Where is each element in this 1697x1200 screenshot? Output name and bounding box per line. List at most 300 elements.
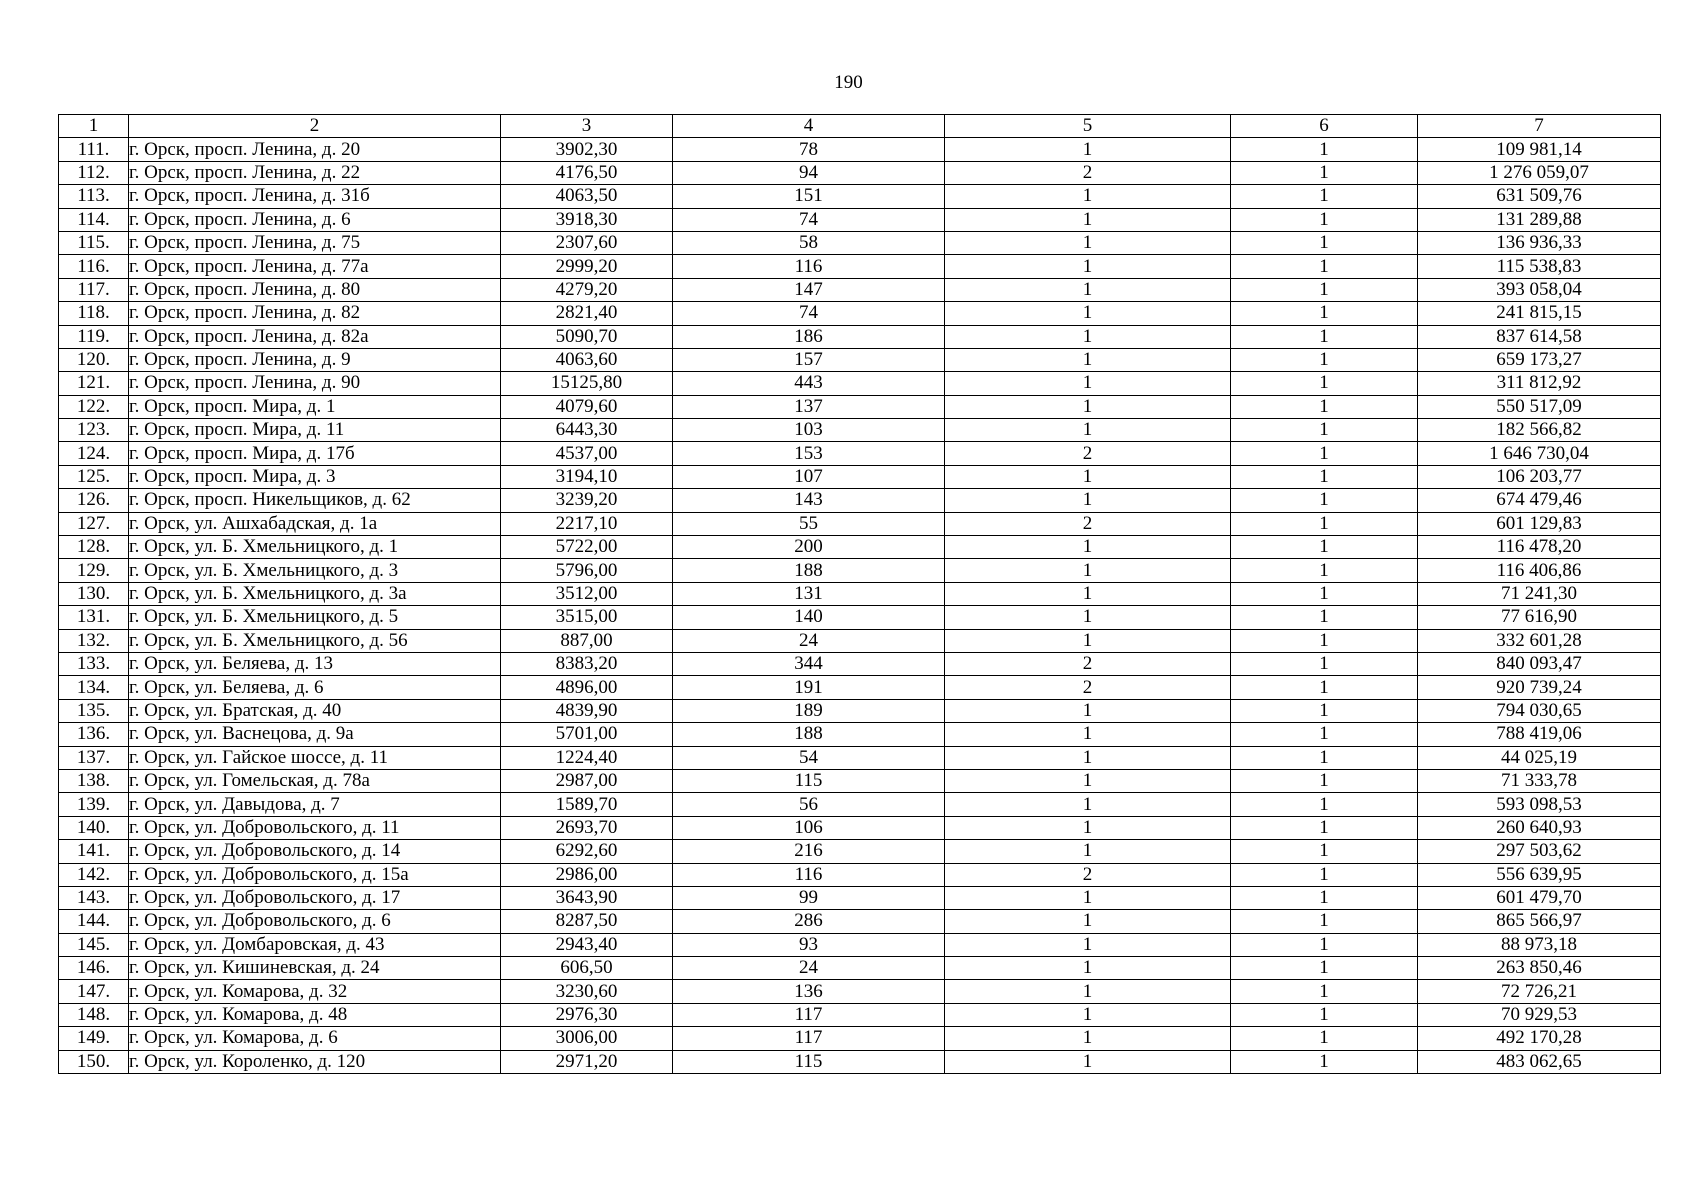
area-cell: 3006,00 bbox=[501, 1027, 673, 1050]
address-cell: г. Орск, просп. Ленина, д. 22 bbox=[129, 161, 501, 184]
row-number-cell: 121. bbox=[59, 372, 129, 395]
column-number-cell: 7 bbox=[1418, 115, 1661, 138]
area-cell: 2986,00 bbox=[501, 863, 673, 886]
value-5-cell: 1 bbox=[945, 325, 1231, 348]
amount-cell: 631 509,76 bbox=[1418, 185, 1661, 208]
address-cell: г. Орск, ул. Гайское шоссе, д. 11 bbox=[129, 746, 501, 769]
table-row bbox=[59, 255, 1661, 278]
row-number-cell: 117. bbox=[59, 278, 129, 301]
area-cell: 4176,50 bbox=[501, 161, 673, 184]
row-number-cell: 130. bbox=[59, 582, 129, 605]
area-cell: 5701,00 bbox=[501, 723, 673, 746]
amount-cell: 260 640,93 bbox=[1418, 816, 1661, 839]
address-cell: г. Орск, ул. Кишиневская, д. 24 bbox=[129, 957, 501, 980]
value-5-cell: 1 bbox=[945, 606, 1231, 629]
count-cell: 24 bbox=[673, 629, 945, 652]
count-cell: 106 bbox=[673, 816, 945, 839]
table-row bbox=[59, 559, 1661, 582]
table-row bbox=[59, 1027, 1661, 1050]
amount-cell: 116 478,20 bbox=[1418, 536, 1661, 559]
amount-cell: 44 025,19 bbox=[1418, 746, 1661, 769]
table-row bbox=[59, 325, 1661, 348]
amount-cell: 77 616,90 bbox=[1418, 606, 1661, 629]
count-cell: 344 bbox=[673, 652, 945, 675]
table-row bbox=[59, 419, 1661, 442]
address-cell: г. Орск, ул. Комарова, д. 48 bbox=[129, 1003, 501, 1026]
value-6-cell: 1 bbox=[1231, 419, 1418, 442]
value-6-cell: 1 bbox=[1231, 138, 1418, 161]
value-5-cell: 1 bbox=[945, 933, 1231, 956]
address-cell: г. Орск, ул. Комарова, д. 6 bbox=[129, 1027, 501, 1050]
value-5-cell: 1 bbox=[945, 302, 1231, 325]
amount-cell: 920 739,24 bbox=[1418, 676, 1661, 699]
address-cell: г. Орск, просп. Мира, д. 3 bbox=[129, 465, 501, 488]
amount-cell: 393 058,04 bbox=[1418, 278, 1661, 301]
table-row bbox=[59, 231, 1661, 254]
value-5-cell: 1 bbox=[945, 723, 1231, 746]
area-cell: 2217,10 bbox=[501, 512, 673, 535]
address-cell: г. Орск, ул. Домбаровская, д. 43 bbox=[129, 933, 501, 956]
value-6-cell: 1 bbox=[1231, 606, 1418, 629]
count-cell: 443 bbox=[673, 372, 945, 395]
value-5-cell: 1 bbox=[945, 980, 1231, 1003]
value-5-cell: 1 bbox=[945, 231, 1231, 254]
row-number-cell: 138. bbox=[59, 769, 129, 792]
row-number-cell: 136. bbox=[59, 723, 129, 746]
address-cell: г. Орск, просп. Мира, д. 11 bbox=[129, 419, 501, 442]
value-5-cell: 2 bbox=[945, 512, 1231, 535]
count-cell: 58 bbox=[673, 231, 945, 254]
value-6-cell: 1 bbox=[1231, 793, 1418, 816]
area-cell: 6292,60 bbox=[501, 840, 673, 863]
value-5-cell: 1 bbox=[945, 699, 1231, 722]
amount-cell: 674 479,46 bbox=[1418, 489, 1661, 512]
amount-cell: 865 566,97 bbox=[1418, 910, 1661, 933]
amount-cell: 788 419,06 bbox=[1418, 723, 1661, 746]
table-row bbox=[59, 582, 1661, 605]
value-6-cell: 1 bbox=[1231, 723, 1418, 746]
area-cell: 4279,20 bbox=[501, 278, 673, 301]
row-number-cell: 122. bbox=[59, 395, 129, 418]
area-cell: 3643,90 bbox=[501, 886, 673, 909]
count-cell: 147 bbox=[673, 278, 945, 301]
row-number-cell: 134. bbox=[59, 676, 129, 699]
row-number-cell: 135. bbox=[59, 699, 129, 722]
value-6-cell: 1 bbox=[1231, 863, 1418, 886]
count-cell: 140 bbox=[673, 606, 945, 629]
table-row bbox=[59, 348, 1661, 371]
value-5-cell: 1 bbox=[945, 910, 1231, 933]
count-cell: 99 bbox=[673, 886, 945, 909]
count-cell: 117 bbox=[673, 1003, 945, 1026]
address-cell: г. Орск, ул. Васнецова, д. 9а bbox=[129, 723, 501, 746]
area-cell: 2987,00 bbox=[501, 769, 673, 792]
count-cell: 115 bbox=[673, 769, 945, 792]
value-6-cell: 1 bbox=[1231, 489, 1418, 512]
table-row bbox=[59, 863, 1661, 886]
table-row bbox=[59, 746, 1661, 769]
address-cell: г. Орск, просп. Ленина, д. 75 bbox=[129, 231, 501, 254]
count-cell: 200 bbox=[673, 536, 945, 559]
value-5-cell: 1 bbox=[945, 816, 1231, 839]
address-cell: г. Орск, ул. Б. Хмельницкого, д. 5 bbox=[129, 606, 501, 629]
value-5-cell: 1 bbox=[945, 1050, 1231, 1073]
value-5-cell: 1 bbox=[945, 886, 1231, 909]
column-number-row bbox=[59, 115, 1661, 138]
count-cell: 137 bbox=[673, 395, 945, 418]
amount-cell: 556 639,95 bbox=[1418, 863, 1661, 886]
column-number-cell: 4 bbox=[673, 115, 945, 138]
area-cell: 3512,00 bbox=[501, 582, 673, 605]
value-5-cell: 1 bbox=[945, 255, 1231, 278]
amount-cell: 182 566,82 bbox=[1418, 419, 1661, 442]
address-cell: г. Орск, просп. Мира, д. 1 bbox=[129, 395, 501, 418]
value-5-cell: 1 bbox=[945, 793, 1231, 816]
count-cell: 188 bbox=[673, 559, 945, 582]
amount-cell: 241 815,15 bbox=[1418, 302, 1661, 325]
count-cell: 116 bbox=[673, 255, 945, 278]
address-cell: г. Орск, ул. Комарова, д. 32 bbox=[129, 980, 501, 1003]
row-number-cell: 147. bbox=[59, 980, 129, 1003]
amount-cell: 71 333,78 bbox=[1418, 769, 1661, 792]
table-row bbox=[59, 816, 1661, 839]
address-cell: г. Орск, ул. Добровольского, д. 11 bbox=[129, 816, 501, 839]
area-cell: 5796,00 bbox=[501, 559, 673, 582]
value-5-cell: 1 bbox=[945, 465, 1231, 488]
row-number-cell: 112. bbox=[59, 161, 129, 184]
table-row bbox=[59, 840, 1661, 863]
area-cell: 3918,30 bbox=[501, 208, 673, 231]
table-row bbox=[59, 208, 1661, 231]
value-6-cell: 1 bbox=[1231, 559, 1418, 582]
area-cell: 4063,50 bbox=[501, 185, 673, 208]
amount-cell: 131 289,88 bbox=[1418, 208, 1661, 231]
table-row bbox=[59, 161, 1661, 184]
address-cell: г. Орск, просп. Ленина, д. 90 bbox=[129, 372, 501, 395]
value-6-cell: 1 bbox=[1231, 512, 1418, 535]
value-6-cell: 1 bbox=[1231, 302, 1418, 325]
count-cell: 186 bbox=[673, 325, 945, 348]
page-number: 190 bbox=[834, 72, 863, 93]
value-6-cell: 1 bbox=[1231, 816, 1418, 839]
area-cell: 1224,40 bbox=[501, 746, 673, 769]
value-5-cell: 2 bbox=[945, 161, 1231, 184]
value-6-cell: 1 bbox=[1231, 465, 1418, 488]
value-6-cell: 1 bbox=[1231, 348, 1418, 371]
area-cell: 15125,80 bbox=[501, 372, 673, 395]
row-number-cell: 133. bbox=[59, 652, 129, 675]
row-number-cell: 150. bbox=[59, 1050, 129, 1073]
area-cell: 4063,60 bbox=[501, 348, 673, 371]
value-6-cell: 1 bbox=[1231, 185, 1418, 208]
amount-cell: 837 614,58 bbox=[1418, 325, 1661, 348]
area-cell: 2307,60 bbox=[501, 231, 673, 254]
amount-cell: 88 973,18 bbox=[1418, 933, 1661, 956]
count-cell: 55 bbox=[673, 512, 945, 535]
column-number-cell: 2 bbox=[129, 115, 501, 138]
table-row bbox=[59, 957, 1661, 980]
area-cell: 5090,70 bbox=[501, 325, 673, 348]
address-cell: г. Орск, просп. Ленина, д. 82 bbox=[129, 302, 501, 325]
value-6-cell: 1 bbox=[1231, 652, 1418, 675]
area-cell: 3230,60 bbox=[501, 980, 673, 1003]
area-cell: 3902,30 bbox=[501, 138, 673, 161]
row-number-cell: 116. bbox=[59, 255, 129, 278]
area-cell: 2821,40 bbox=[501, 302, 673, 325]
row-number-cell: 114. bbox=[59, 208, 129, 231]
area-cell: 8383,20 bbox=[501, 652, 673, 675]
value-5-cell: 1 bbox=[945, 372, 1231, 395]
count-cell: 117 bbox=[673, 1027, 945, 1050]
amount-cell: 71 241,30 bbox=[1418, 582, 1661, 605]
row-number-cell: 123. bbox=[59, 419, 129, 442]
area-cell: 3194,10 bbox=[501, 465, 673, 488]
count-cell: 131 bbox=[673, 582, 945, 605]
area-cell: 2693,70 bbox=[501, 816, 673, 839]
table-row bbox=[59, 676, 1661, 699]
count-cell: 115 bbox=[673, 1050, 945, 1073]
area-cell: 4079,60 bbox=[501, 395, 673, 418]
table-row bbox=[59, 185, 1661, 208]
count-cell: 286 bbox=[673, 910, 945, 933]
column-number-cell: 3 bbox=[501, 115, 673, 138]
amount-cell: 601 479,70 bbox=[1418, 886, 1661, 909]
amount-cell: 332 601,28 bbox=[1418, 629, 1661, 652]
amount-cell: 136 936,33 bbox=[1418, 231, 1661, 254]
value-6-cell: 1 bbox=[1231, 325, 1418, 348]
row-number-cell: 140. bbox=[59, 816, 129, 839]
row-number-cell: 119. bbox=[59, 325, 129, 348]
area-cell: 4839,90 bbox=[501, 699, 673, 722]
value-6-cell: 1 bbox=[1231, 910, 1418, 933]
amount-cell: 263 850,46 bbox=[1418, 957, 1661, 980]
row-number-cell: 143. bbox=[59, 886, 129, 909]
amount-cell: 72 726,21 bbox=[1418, 980, 1661, 1003]
amount-cell: 1 646 730,04 bbox=[1418, 442, 1661, 465]
column-number-cell: 5 bbox=[945, 115, 1231, 138]
amount-cell: 483 062,65 bbox=[1418, 1050, 1661, 1073]
amount-cell: 70 929,53 bbox=[1418, 1003, 1661, 1026]
row-number-cell: 126. bbox=[59, 489, 129, 512]
count-cell: 189 bbox=[673, 699, 945, 722]
row-number-cell: 141. bbox=[59, 840, 129, 863]
area-cell: 2999,20 bbox=[501, 255, 673, 278]
value-5-cell: 1 bbox=[945, 1027, 1231, 1050]
area-cell: 2971,20 bbox=[501, 1050, 673, 1073]
value-5-cell: 1 bbox=[945, 208, 1231, 231]
count-cell: 78 bbox=[673, 138, 945, 161]
value-5-cell: 1 bbox=[945, 840, 1231, 863]
area-cell: 6443,30 bbox=[501, 419, 673, 442]
amount-cell: 1 276 059,07 bbox=[1418, 161, 1661, 184]
count-cell: 94 bbox=[673, 161, 945, 184]
value-5-cell: 2 bbox=[945, 676, 1231, 699]
count-cell: 107 bbox=[673, 465, 945, 488]
value-6-cell: 1 bbox=[1231, 278, 1418, 301]
table-row bbox=[59, 629, 1661, 652]
value-6-cell: 1 bbox=[1231, 536, 1418, 559]
address-cell: г. Орск, просп. Никельщиков, д. 62 bbox=[129, 489, 501, 512]
value-6-cell: 1 bbox=[1231, 676, 1418, 699]
amount-cell: 116 406,86 bbox=[1418, 559, 1661, 582]
row-number-cell: 148. bbox=[59, 1003, 129, 1026]
area-cell: 4896,00 bbox=[501, 676, 673, 699]
value-6-cell: 1 bbox=[1231, 629, 1418, 652]
amount-cell: 593 098,53 bbox=[1418, 793, 1661, 816]
count-cell: 151 bbox=[673, 185, 945, 208]
count-cell: 191 bbox=[673, 676, 945, 699]
value-5-cell: 1 bbox=[945, 489, 1231, 512]
area-cell: 887,00 bbox=[501, 629, 673, 652]
count-cell: 54 bbox=[673, 746, 945, 769]
value-5-cell: 1 bbox=[945, 629, 1231, 652]
count-cell: 74 bbox=[673, 208, 945, 231]
address-cell: г. Орск, просп. Мира, д. 17б bbox=[129, 442, 501, 465]
amount-cell: 109 981,14 bbox=[1418, 138, 1661, 161]
table-row bbox=[59, 652, 1661, 675]
table-row bbox=[59, 395, 1661, 418]
row-number-cell: 131. bbox=[59, 606, 129, 629]
row-number-cell: 149. bbox=[59, 1027, 129, 1050]
count-cell: 56 bbox=[673, 793, 945, 816]
table-row bbox=[59, 793, 1661, 816]
table-row bbox=[59, 372, 1661, 395]
row-number-cell: 127. bbox=[59, 512, 129, 535]
address-cell: г. Орск, просп. Ленина, д. 9 bbox=[129, 348, 501, 371]
count-cell: 153 bbox=[673, 442, 945, 465]
amount-cell: 601 129,83 bbox=[1418, 512, 1661, 535]
row-number-cell: 111. bbox=[59, 138, 129, 161]
table-row bbox=[59, 886, 1661, 909]
value-5-cell: 2 bbox=[945, 863, 1231, 886]
amount-cell: 311 812,92 bbox=[1418, 372, 1661, 395]
row-number-cell: 142. bbox=[59, 863, 129, 886]
value-5-cell: 1 bbox=[945, 138, 1231, 161]
amount-cell: 492 170,28 bbox=[1418, 1027, 1661, 1050]
address-cell: г. Орск, ул. Добровольского, д. 14 bbox=[129, 840, 501, 863]
area-cell: 1589,70 bbox=[501, 793, 673, 816]
area-cell: 3515,00 bbox=[501, 606, 673, 629]
value-5-cell: 1 bbox=[945, 278, 1231, 301]
table-row bbox=[59, 512, 1661, 535]
value-5-cell: 1 bbox=[945, 769, 1231, 792]
row-number-cell: 129. bbox=[59, 559, 129, 582]
count-cell: 103 bbox=[673, 419, 945, 442]
row-number-cell: 144. bbox=[59, 910, 129, 933]
table-row bbox=[59, 138, 1661, 161]
column-number-cell: 1 bbox=[59, 115, 129, 138]
address-cell: г. Орск, просп. Ленина, д. 20 bbox=[129, 138, 501, 161]
value-5-cell: 1 bbox=[945, 185, 1231, 208]
address-cell: г. Орск, просп. Ленина, д. 31б bbox=[129, 185, 501, 208]
count-cell: 93 bbox=[673, 933, 945, 956]
table-row bbox=[59, 278, 1661, 301]
value-6-cell: 1 bbox=[1231, 582, 1418, 605]
area-cell: 4537,00 bbox=[501, 442, 673, 465]
address-cell: г. Орск, ул. Б. Хмельницкого, д. 3 bbox=[129, 559, 501, 582]
address-cell: г. Орск, ул. Б. Хмельницкого, д. 1 bbox=[129, 536, 501, 559]
column-number-cell: 6 bbox=[1231, 115, 1418, 138]
address-cell: г. Орск, ул. Ашхабадская, д. 1а bbox=[129, 512, 501, 535]
address-cell: г. Орск, ул. Беляева, д. 13 bbox=[129, 652, 501, 675]
table-row bbox=[59, 489, 1661, 512]
amount-cell: 659 173,27 bbox=[1418, 348, 1661, 371]
value-6-cell: 1 bbox=[1231, 980, 1418, 1003]
value-6-cell: 1 bbox=[1231, 231, 1418, 254]
value-5-cell: 1 bbox=[945, 1003, 1231, 1026]
row-number-cell: 120. bbox=[59, 348, 129, 371]
value-6-cell: 1 bbox=[1231, 886, 1418, 909]
table-row bbox=[59, 933, 1661, 956]
value-6-cell: 1 bbox=[1231, 769, 1418, 792]
value-5-cell: 1 bbox=[945, 746, 1231, 769]
table-row bbox=[59, 769, 1661, 792]
address-cell: г. Орск, просп. Ленина, д. 80 bbox=[129, 278, 501, 301]
table-row bbox=[59, 465, 1661, 488]
address-cell: г. Орск, просп. Ленина, д. 77а bbox=[129, 255, 501, 278]
value-6-cell: 1 bbox=[1231, 1027, 1418, 1050]
count-cell: 157 bbox=[673, 348, 945, 371]
address-cell: г. Орск, ул. Братская, д. 40 bbox=[129, 699, 501, 722]
value-6-cell: 1 bbox=[1231, 933, 1418, 956]
table-row bbox=[59, 699, 1661, 722]
area-cell: 2943,40 bbox=[501, 933, 673, 956]
row-number-cell: 115. bbox=[59, 231, 129, 254]
row-number-cell: 113. bbox=[59, 185, 129, 208]
count-cell: 74 bbox=[673, 302, 945, 325]
count-cell: 136 bbox=[673, 980, 945, 1003]
row-number-cell: 125. bbox=[59, 465, 129, 488]
address-cell: г. Орск, ул. Гомельская, д. 78а bbox=[129, 769, 501, 792]
value-5-cell: 1 bbox=[945, 957, 1231, 980]
table-body bbox=[59, 115, 1661, 1074]
count-cell: 216 bbox=[673, 840, 945, 863]
row-number-cell: 137. bbox=[59, 746, 129, 769]
area-cell: 8287,50 bbox=[501, 910, 673, 933]
value-6-cell: 1 bbox=[1231, 442, 1418, 465]
value-5-cell: 1 bbox=[945, 559, 1231, 582]
row-number-cell: 118. bbox=[59, 302, 129, 325]
data-table bbox=[58, 114, 1661, 1074]
area-cell: 3239,20 bbox=[501, 489, 673, 512]
table-row bbox=[59, 302, 1661, 325]
value-5-cell: 1 bbox=[945, 536, 1231, 559]
value-6-cell: 1 bbox=[1231, 1050, 1418, 1073]
address-cell: г. Орск, ул. Короленко, д. 120 bbox=[129, 1050, 501, 1073]
table-row bbox=[59, 536, 1661, 559]
area-cell: 5722,00 bbox=[501, 536, 673, 559]
table-row bbox=[59, 910, 1661, 933]
row-number-cell: 146. bbox=[59, 957, 129, 980]
area-cell: 606,50 bbox=[501, 957, 673, 980]
count-cell: 188 bbox=[673, 723, 945, 746]
value-6-cell: 1 bbox=[1231, 255, 1418, 278]
address-cell: г. Орск, ул. Беляева, д. 6 bbox=[129, 676, 501, 699]
amount-cell: 106 203,77 bbox=[1418, 465, 1661, 488]
value-5-cell: 1 bbox=[945, 582, 1231, 605]
value-6-cell: 1 bbox=[1231, 395, 1418, 418]
value-6-cell: 1 bbox=[1231, 161, 1418, 184]
amount-cell: 297 503,62 bbox=[1418, 840, 1661, 863]
table-row bbox=[59, 980, 1661, 1003]
table-row bbox=[59, 723, 1661, 746]
address-cell: г. Орск, просп. Ленина, д. 6 bbox=[129, 208, 501, 231]
area-cell: 2976,30 bbox=[501, 1003, 673, 1026]
value-5-cell: 1 bbox=[945, 419, 1231, 442]
amount-cell: 794 030,65 bbox=[1418, 699, 1661, 722]
table-row bbox=[59, 1050, 1661, 1073]
row-number-cell: 128. bbox=[59, 536, 129, 559]
